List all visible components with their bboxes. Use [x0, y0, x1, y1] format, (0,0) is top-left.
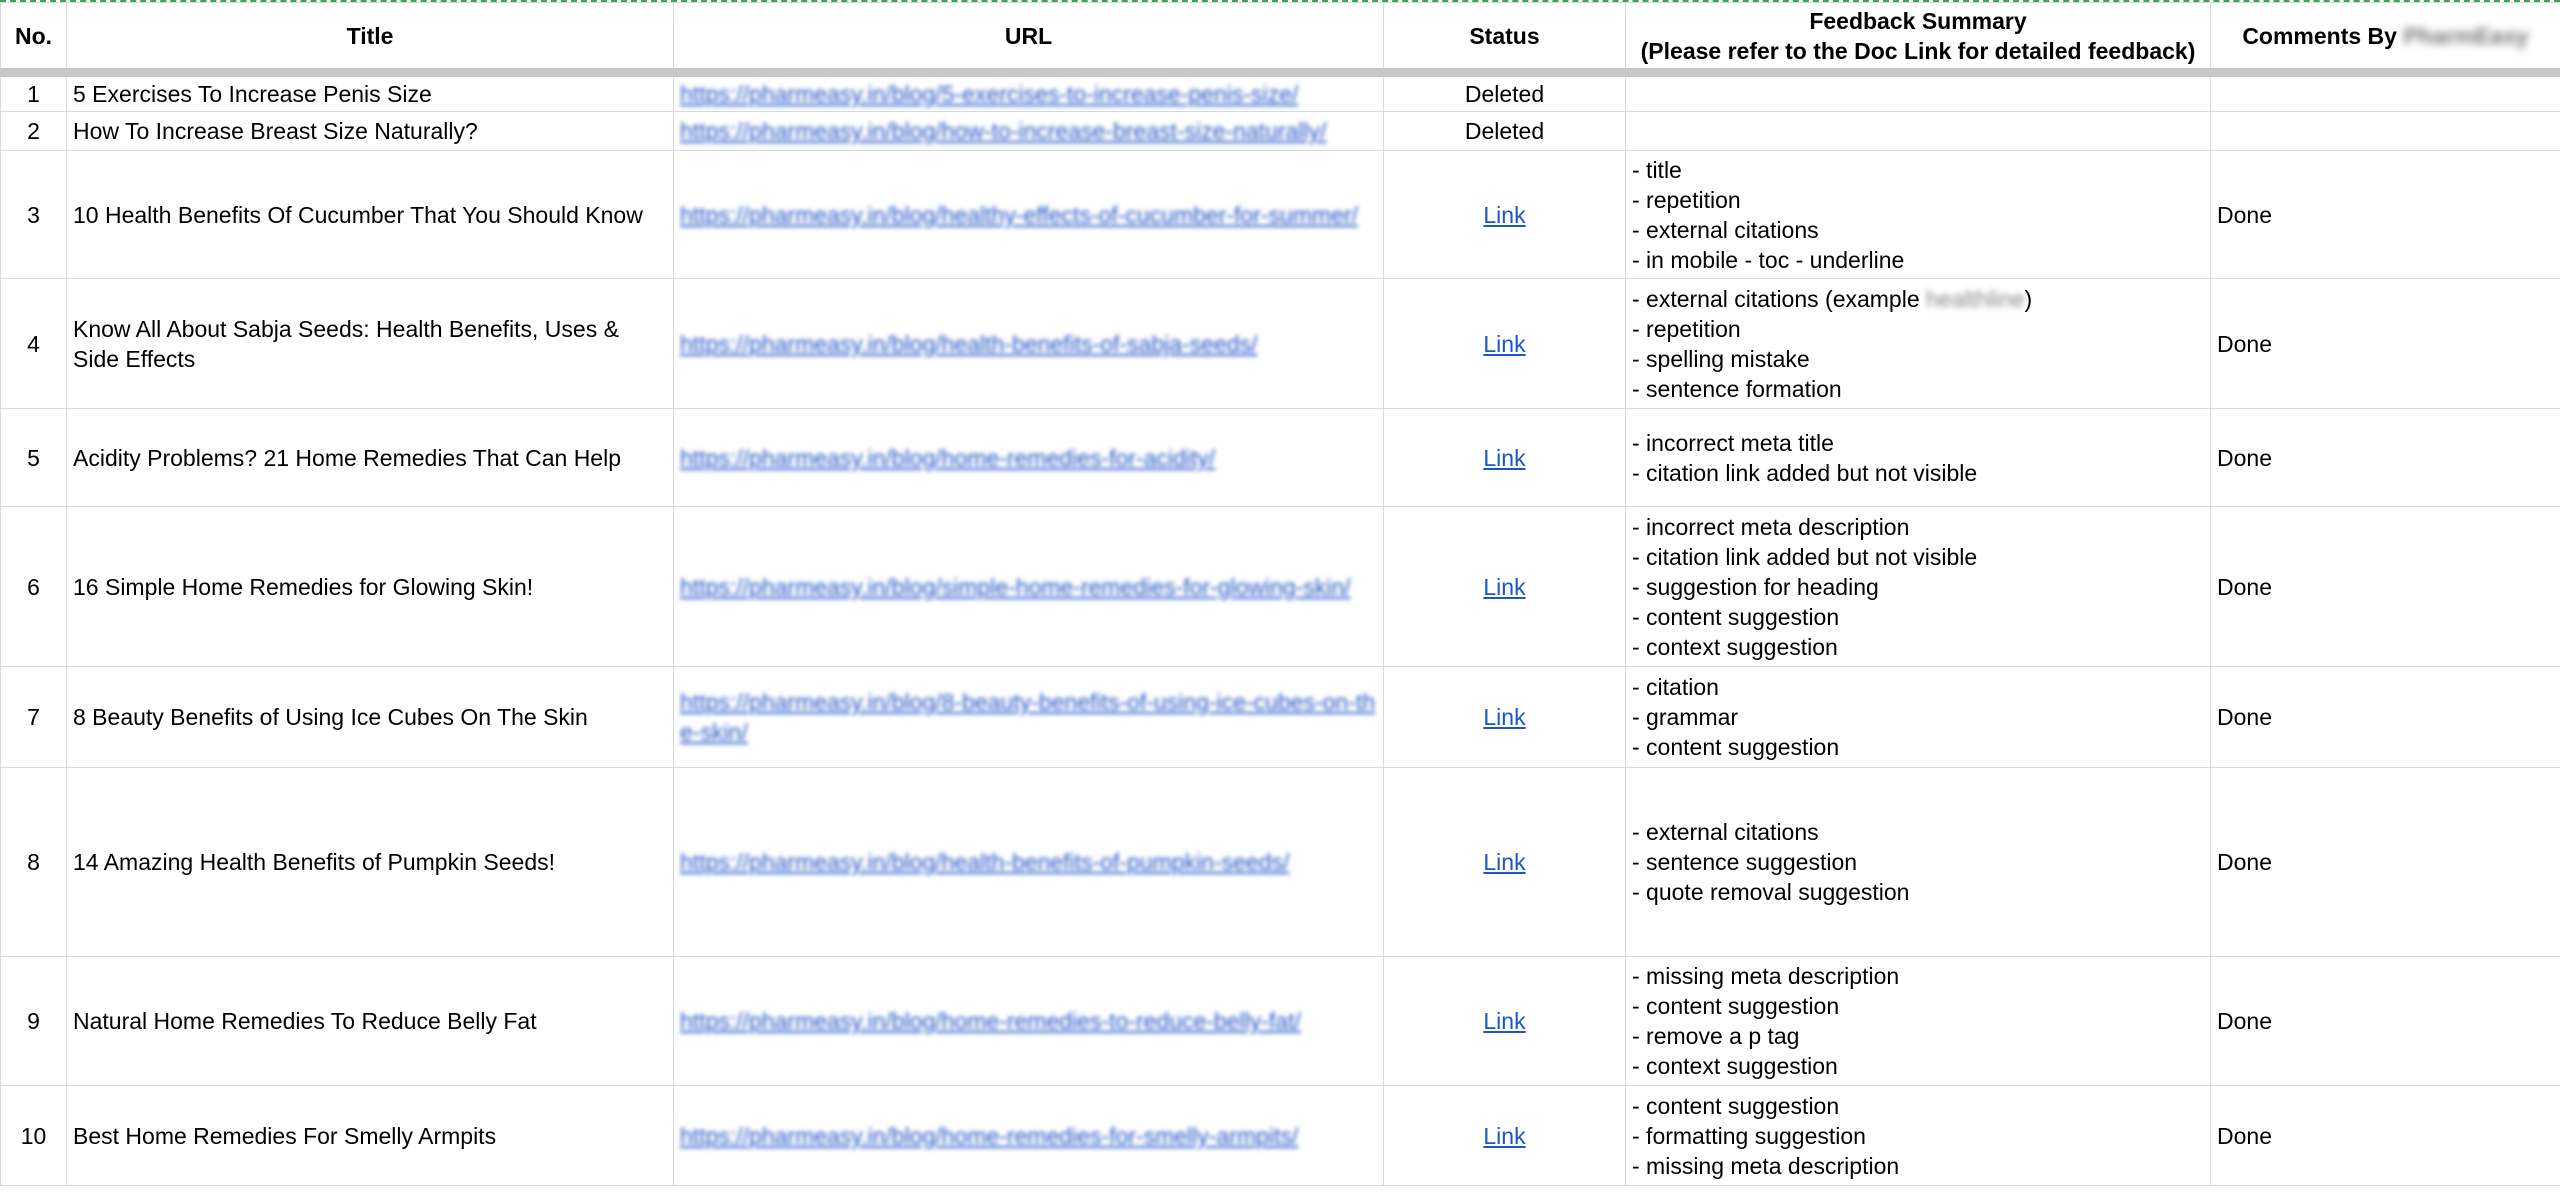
feedback-item: - external citations (example healthline): [1632, 285, 2033, 312]
status-cell[interactable]: [1384, 409, 1626, 507]
comment-cell[interactable]: [2211, 73, 2560, 112]
title-cell[interactable]: 8 Beauty Benefits of Using Ice Cubes On The Skin: [67, 667, 674, 768]
header-comments[interactable]: [2211, 3, 2560, 73]
url-link[interactable]: https://pharmeasy.in/blog/home-remedies-for-acidity/: [680, 444, 1216, 471]
comment-cell[interactable]: Done: [2211, 667, 2560, 768]
title-cell[interactable]: 16 Simple Home Remedies for Glowing Skin!: [67, 507, 674, 667]
comment-cell[interactable]: Done: [2211, 409, 2560, 507]
status-text: Deleted: [1464, 118, 1545, 144]
feedback-item: - suggestion for heading: [1632, 573, 1879, 600]
row-number-cell[interactable]: 7: [1, 667, 67, 768]
status-cell[interactable]: [1384, 112, 1626, 151]
doc-link[interactable]: Link: [1483, 1122, 1526, 1149]
status-cell[interactable]: [1384, 1086, 1626, 1186]
url-link[interactable]: https://pharmeasy.in/blog/healthy-effects-of-cucumber-for-summer/: [680, 201, 1358, 228]
title-cell[interactable]: Natural Home Remedies To Reduce Belly Fat: [67, 957, 674, 1086]
feedback-table: [0, 2, 2560, 1186]
url-link[interactable]: https://pharmeasy.in/blog/5-exercises-to-increase-penis-size/: [680, 81, 1299, 107]
url-link[interactable]: https://pharmeasy.in/blog/simple-home-remedies-for-glowing-skin/: [680, 573, 1351, 600]
feedback-cell[interactable]: [1626, 409, 2211, 507]
row-number-cell[interactable]: 4: [1, 279, 67, 409]
feedback-cell[interactable]: [1626, 957, 2211, 1086]
table-row: [1, 112, 2560, 151]
row-number-cell[interactable]: 8: [1, 768, 67, 957]
feedback-item: - remove a p tag: [1632, 1023, 1800, 1049]
url-cell[interactable]: [674, 409, 1384, 507]
feedback-item: - incorrect meta description: [1632, 513, 1910, 540]
comment-cell[interactable]: Done: [2211, 1086, 2560, 1186]
feedback-cell[interactable]: [1626, 279, 2211, 409]
url-link[interactable]: https://pharmeasy.in/blog/home-remedies-to-reduce-belly-fat/: [680, 1008, 1301, 1034]
status-cell[interactable]: [1384, 151, 1626, 279]
feedback-item: - content suggestion: [1632, 993, 1840, 1019]
url-cell[interactable]: [674, 1086, 1384, 1186]
url-cell[interactable]: [674, 73, 1384, 112]
feedback-item: - external citations: [1632, 819, 1819, 845]
row-number-cell[interactable]: 6: [1, 507, 67, 667]
title-cell[interactable]: Know All About Sabja Seeds: Health Benefits, Uses & Side Effects: [67, 279, 674, 409]
title-cell[interactable]: 10 Health Benefits Of Cucumber That You Should Know: [67, 151, 674, 279]
title-cell[interactable]: Best Home Remedies For Smelly Armpits: [67, 1086, 674, 1186]
feedback-item: - repetition: [1632, 186, 1741, 213]
header-title[interactable]: Title: [67, 3, 674, 73]
url-link[interactable]: https://pharmeasy.in/blog/8-beauty-benefits-of-using-ice-cubes-on-the-skin/: [680, 689, 1376, 745]
doc-link[interactable]: Link: [1483, 704, 1526, 730]
status-text: Deleted: [1464, 81, 1545, 107]
header-status[interactable]: Status: [1384, 3, 1626, 73]
url-cell[interactable]: [674, 151, 1384, 279]
status-cell[interactable]: [1384, 667, 1626, 768]
doc-link[interactable]: Link: [1483, 444, 1526, 471]
comment-cell[interactable]: Done: [2211, 507, 2560, 667]
title-cell[interactable]: Acidity Problems? 21 Home Remedies That Can Help: [67, 409, 674, 507]
feedback-item: - citation: [1632, 674, 1719, 700]
doc-link[interactable]: Link: [1483, 201, 1526, 228]
header-comments-prefix: Comments By: [2242, 22, 2397, 49]
doc-link[interactable]: Link: [1483, 573, 1526, 600]
title-cell[interactable]: 5 Exercises To Increase Penis Size: [67, 73, 674, 112]
feedback-item: - spelling mistake: [1632, 345, 1810, 372]
doc-link[interactable]: Link: [1483, 330, 1526, 357]
url-cell[interactable]: [674, 507, 1384, 667]
table-row: [1, 73, 2560, 112]
status-cell[interactable]: [1384, 507, 1626, 667]
row-number-cell[interactable]: 9: [1, 957, 67, 1086]
feedback-item: - quote removal suggestion: [1632, 879, 1910, 905]
feedback-cell[interactable]: [1626, 151, 2211, 279]
url-cell[interactable]: [674, 112, 1384, 151]
url-link[interactable]: https://pharmeasy.in/blog/health-benefits-of-pumpkin-seeds/: [680, 849, 1290, 875]
feedback-item: - content suggestion: [1632, 734, 1840, 760]
table-row: [1, 768, 2560, 957]
comment-cell[interactable]: Done: [2211, 279, 2560, 409]
header-feedback-title: Feedback Summary: [1809, 7, 2027, 34]
status-cell[interactable]: [1384, 957, 1626, 1086]
comment-cell[interactable]: Done: [2211, 768, 2560, 957]
url-cell[interactable]: [674, 667, 1384, 768]
doc-link[interactable]: Link: [1483, 849, 1526, 875]
status-cell[interactable]: [1384, 279, 1626, 409]
row-number-cell[interactable]: 5: [1, 409, 67, 507]
title-cell[interactable]: 14 Amazing Health Benefits of Pumpkin Seeds!: [67, 768, 674, 957]
url-cell[interactable]: [674, 957, 1384, 1086]
status-cell[interactable]: [1384, 73, 1626, 112]
feedback-item: - title: [1632, 156, 1682, 183]
feedback-cell[interactable]: [1626, 1086, 2211, 1186]
feedback-item: - sentence formation: [1632, 375, 1842, 402]
feedback-item: - citation link added but not visible: [1632, 459, 1978, 486]
feedback-item: - external citations: [1632, 216, 1819, 243]
feedback-item: - missing meta description: [1632, 1152, 1900, 1179]
comment-cell[interactable]: Done: [2211, 957, 2560, 1086]
redacted-word: healthline: [1926, 285, 2025, 312]
comment-cell[interactable]: [2211, 112, 2560, 151]
feedback-cell[interactable]: [1626, 112, 2211, 151]
table-row: [1, 507, 2560, 667]
table-row: [1, 279, 2560, 409]
row-number-cell[interactable]: 10: [1, 1086, 67, 1186]
table-row: [1, 667, 2560, 768]
feedback-item: - sentence suggestion: [1632, 849, 1858, 875]
url-link[interactable]: https://pharmeasy.in/blog/how-to-increase-breast-size-naturally/: [680, 118, 1327, 144]
row-number-cell[interactable]: 2: [1, 112, 67, 151]
feedback-item: - incorrect meta title: [1632, 429, 1834, 456]
doc-link[interactable]: Link: [1483, 1008, 1526, 1034]
header-row: [1, 3, 2560, 73]
feedback-item: - context suggestion: [1632, 633, 1838, 660]
title-cell[interactable]: How To Increase Breast Size Naturally?: [67, 112, 674, 151]
header-feedback-note: (Please refer to the Doc Link for detailed feedback): [1640, 37, 2196, 64]
row-number-cell[interactable]: 1: [1, 73, 67, 112]
feedback-cell[interactable]: [1626, 73, 2211, 112]
feedback-cell[interactable]: [1626, 768, 2211, 957]
url-link[interactable]: https://pharmeasy.in/blog/home-remedies-for-smelly-armpits/: [680, 1122, 1299, 1149]
feedback-cell[interactable]: [1626, 667, 2211, 768]
url-cell[interactable]: [674, 768, 1384, 957]
comment-cell[interactable]: Done: [2211, 151, 2560, 279]
url-link[interactable]: https://pharmeasy.in/blog/health-benefits-of-sabja-seeds/: [680, 330, 1258, 357]
feedback-item: - context suggestion: [1632, 1053, 1838, 1079]
feedback-item: - grammar: [1632, 704, 1739, 730]
table-row: [1, 151, 2560, 279]
feedback-item: - content suggestion: [1632, 1092, 1840, 1119]
table-row: [1, 957, 2560, 1086]
table-row: [1, 1086, 2560, 1186]
header-url[interactable]: URL: [674, 3, 1384, 73]
feedback-cell[interactable]: [1626, 507, 2211, 667]
row-number-cell[interactable]: 3: [1, 151, 67, 279]
header-comments-name: PharmEasy: [2403, 22, 2529, 49]
url-cell[interactable]: [674, 279, 1384, 409]
feedback-item: - missing meta description: [1632, 963, 1900, 989]
feedback-item: - repetition: [1632, 315, 1741, 342]
feedback-item: - citation link added but not visible: [1632, 543, 1978, 570]
status-cell[interactable]: [1384, 768, 1626, 957]
feedback-item: - formatting suggestion: [1632, 1122, 1866, 1149]
feedback-item: - content suggestion: [1632, 603, 1840, 630]
table-row: [1, 409, 2560, 507]
header-feedback[interactable]: [1626, 3, 2211, 73]
header-no[interactable]: No.: [1, 3, 67, 73]
feedback-item: - in mobile - toc - underline: [1632, 246, 1905, 273]
